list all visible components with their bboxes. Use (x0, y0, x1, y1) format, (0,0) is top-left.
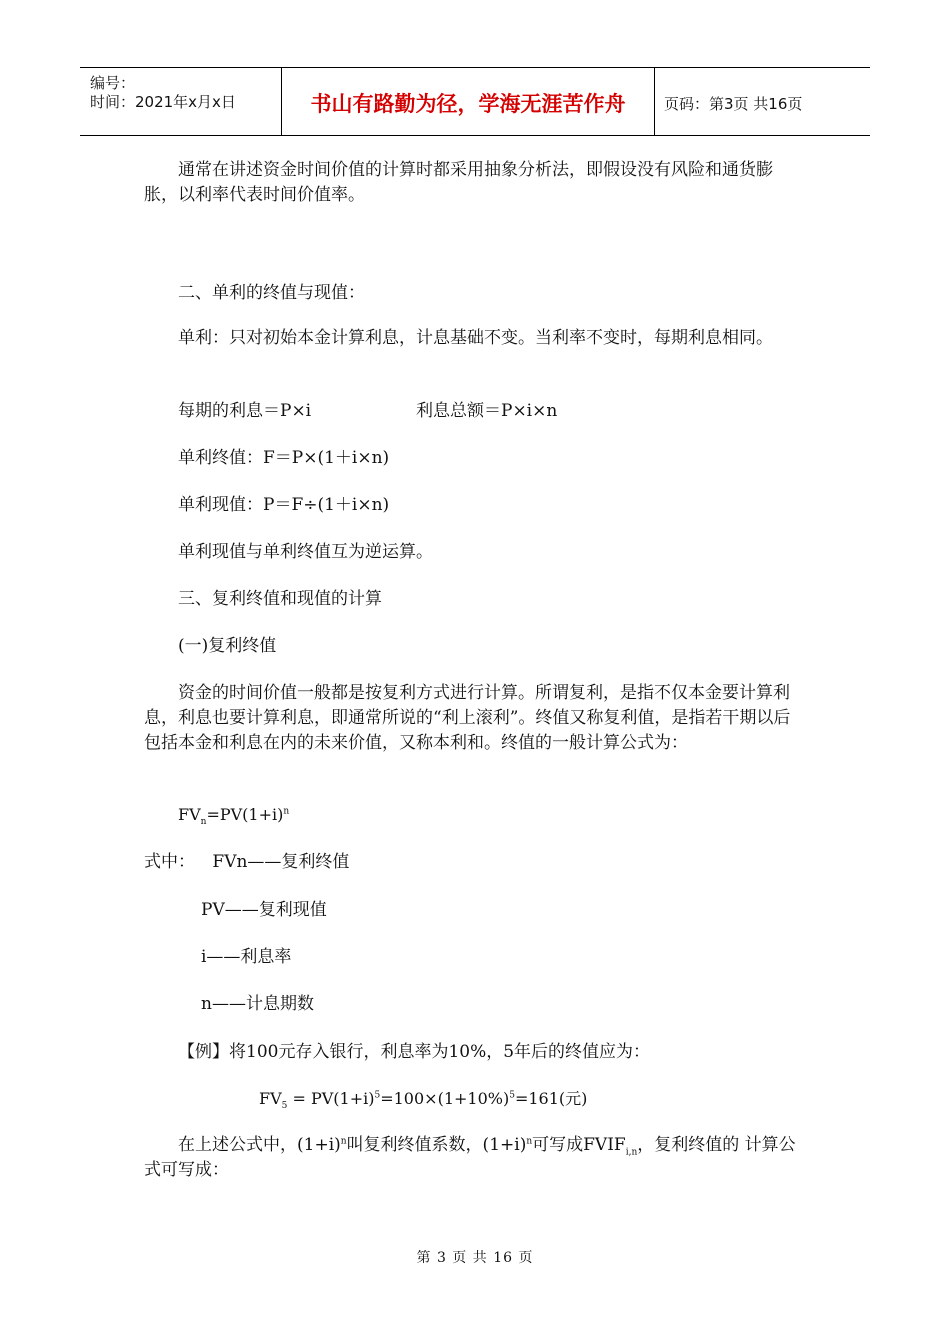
compound-formula: $FV_n=PV(1+i)^n$ (178, 805, 290, 828)
per-period-interest-formula: 每期的利息＝P×i (178, 401, 312, 421)
example-formula: $FV_5 = PV(1+i)^5=100\times(1+10\%)^5=161$(元) (259, 1089, 588, 1112)
simple-interest-definition: 单利：只对初始本金计算利息，计息基础不变。当利率不变时，每期利息相同。 (178, 328, 773, 348)
compound-interest-definition: 资金的时间价值一般都是按复利方式进行计算。所谓复利，是指不仅本金要计算利息，利息也要计算利息，即通常所说的“利上滚利”。终值又称复利值，是指若干期以后包括本金和利息在内的未来价值，又称本利和。终值的一般计算公式为： (144, 683, 791, 753)
definition-fvn: FVn——复利终值 (212, 852, 350, 872)
intro-paragraph: 通常在讲述资金时间价值的计算时都采用抽象分析法，即假设没有风险和通货膨胀，以利率代表时间价值率。 (144, 160, 773, 205)
time-label: 时间：2021年x月x日 (90, 93, 236, 111)
example-statement: 【例】将100元存入银行，利息率为10%，5年后的终值应为： (178, 1042, 651, 1062)
definition-n: n——计息期数 (201, 994, 314, 1014)
page-footer: 第 3 页 共 16 页 (416, 1250, 534, 1266)
header-table (80, 67, 870, 136)
subsection1-title: (一)复利终值 (178, 636, 277, 656)
section2-title: 二、单利的终值与现值： (178, 283, 365, 303)
simple-present-value-formula: 单利现值：P＝F÷(1＋i×n) (178, 495, 390, 515)
where-label: 式中： (144, 852, 195, 872)
where-line (144, 850, 349, 875)
definition-pv: PV——复利现值 (201, 900, 327, 920)
total-interest-formula: 利息总额＝P×i×n (416, 401, 558, 421)
closing-paragraph: 在上述公式中，$(1+i)^n$叫复利终值系数，$(1+i)^n$可写成$FVIF_{i,n}$，复利终值的 计算公式可写成： (144, 1135, 796, 1180)
header-meta (80, 68, 282, 135)
section3-title: 三、复利终值和现值的计算 (178, 589, 382, 609)
number-label: 编号： (90, 74, 136, 92)
header-motto: 书山有路勤为径，学海无涯苦作舟 (282, 68, 655, 135)
definition-i: i——利息率 (201, 947, 292, 967)
header-page-info: 页码：第3页 共16页 (664, 94, 803, 113)
inverse-operation-note: 单利现值与单利终值互为逆运算。 (178, 542, 433, 562)
simple-future-value-formula: 单利终值：F＝P×(1＋i×n) (178, 448, 390, 468)
